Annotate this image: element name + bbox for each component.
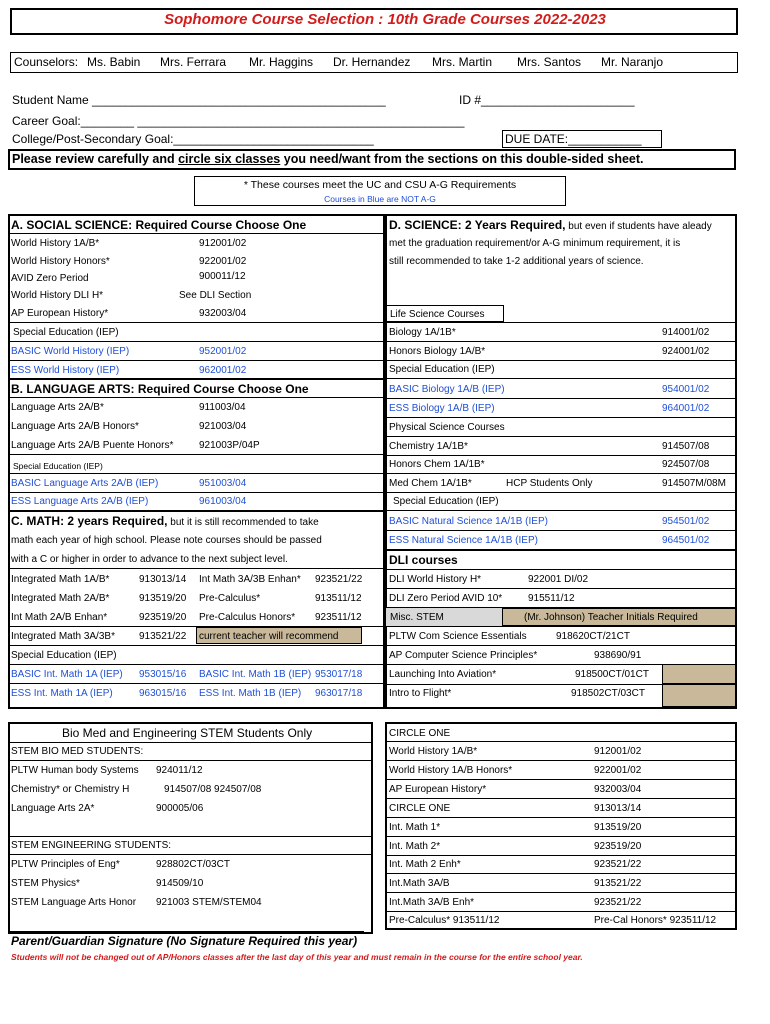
course-name: World History 1A/B* xyxy=(11,238,100,249)
course-code: 900011/12 xyxy=(199,271,246,282)
biomed-label: STEM BIO MED STUDENTS: xyxy=(11,746,144,757)
course-name: STEM Physics* xyxy=(11,878,80,889)
course-name: Chemistry 1A/1B* xyxy=(389,441,468,452)
student-name-field[interactable]: Student Name ____________________________________________ xyxy=(12,93,386,107)
course-name: World History 1A/B* xyxy=(389,746,478,757)
counselor-name: Mrs. Ferrara xyxy=(160,55,226,69)
course-code: 914507/08 xyxy=(662,441,710,452)
science-note: still recommended to take 1-2 additional years of science. xyxy=(389,256,644,267)
circle-one-label: CIRCLE ONE xyxy=(389,803,451,814)
course-code: 923521/22 xyxy=(315,574,363,585)
course-code: 938690/91 xyxy=(594,650,642,661)
course-code: 953015/16 xyxy=(139,669,187,680)
course-name: Int. Math 1* xyxy=(389,822,441,833)
course-name: PLTW Com Science Essentials xyxy=(389,631,527,642)
course-name: ESS Int. Math 1A (IEP) xyxy=(11,688,113,699)
student-id-field[interactable]: ID #_______________________ xyxy=(459,93,635,107)
course-code: 932003/04 xyxy=(199,308,247,319)
course-code: 923519/20 xyxy=(594,841,642,852)
course-name: Integrated Math 1A/B* xyxy=(11,574,110,585)
course-code: 921003P/04P xyxy=(199,440,260,451)
course-name: Chemistry* or Chemistry H xyxy=(11,784,130,795)
course-name: ESS Language Arts 2A/B (IEP) xyxy=(11,496,149,507)
science-header: D. SCIENCE: 2 Years Required, but even if students have aleady xyxy=(389,218,712,232)
course-name: World History Honors* xyxy=(11,256,110,267)
course-code: 924011/12 xyxy=(156,765,203,776)
dli-header: DLI courses xyxy=(389,553,458,567)
course-code: 922001 DI/02 xyxy=(528,574,589,585)
instructions: Please review carefully and circle six classes you need/want from the sections on this double-sided sheet. xyxy=(12,152,644,166)
course-code: 913519/20 xyxy=(594,822,642,833)
course-code: See DLI Section xyxy=(179,290,252,301)
course-name: Intro to Flight* xyxy=(389,688,452,699)
course-name: Integrated Math 2A/B* xyxy=(11,593,110,604)
counselor-name: Ms. Babin xyxy=(87,55,141,69)
course-code: 963015/16 xyxy=(139,688,187,699)
math-note: math each year of high school. Please note courses should be passed xyxy=(11,535,322,546)
course-name: AP European History* xyxy=(389,784,487,795)
math-note: with a C or higher in order to advance to the next subject level. xyxy=(11,554,288,565)
course-name: BASIC Int. Math 1B (IEP) xyxy=(199,669,312,680)
initials-box[interactable] xyxy=(662,684,736,707)
course-name: Launching Into Aviation* xyxy=(389,669,497,680)
course-name: ESS Biology 1A/B (IEP) xyxy=(389,403,495,414)
course-name: Language Arts 2A* xyxy=(11,803,95,814)
course-code: 914507M/08M xyxy=(662,478,726,489)
course-code: 954501/02 xyxy=(662,516,710,527)
due-date-field[interactable]: DUE DATE:___________ xyxy=(505,132,642,146)
course-code: 923521/22 xyxy=(594,897,642,908)
course-code: 923511/12 xyxy=(315,612,362,623)
course-code: 924001/02 xyxy=(662,346,710,357)
course-name: Language Arts 2A/B Puente Honors* xyxy=(11,440,174,451)
sped-label: Special Education (IEP) xyxy=(11,650,117,661)
course-name: Int.Math 3A/B xyxy=(389,878,450,889)
course-name: BASIC World History (IEP) xyxy=(11,346,130,357)
course-code: 913013/14 xyxy=(594,803,642,814)
course-code: 918620CT/21CT xyxy=(556,631,630,642)
ap-honors-warning: Students will not be changed out of AP/Honors classes after the last day of this year and must remain in the course for the entire school year. xyxy=(11,952,583,962)
course-code: 911003/04 xyxy=(199,402,246,413)
course-name: Integrated Math 3A/3B* xyxy=(11,631,115,642)
course-name: Int Math 2A/B Enhan* xyxy=(11,612,108,623)
course-name: Language Arts 2A/B* xyxy=(11,402,104,413)
course-name: PLTW Human body Systems xyxy=(11,765,139,776)
page-title: Sophomore Course Selection : 10th Grade Courses 2022-2023 xyxy=(164,11,606,28)
engineering-label: STEM ENGINEERING STUDENTS: xyxy=(11,840,172,851)
course-code: 923521/22 xyxy=(594,859,642,870)
course-code: 961003/04 xyxy=(199,496,247,507)
course-code: 962001/02 xyxy=(199,365,247,376)
math-header: C. MATH: 2 years Required, but it is still recommended to take xyxy=(11,514,319,528)
course-name: BASIC Natural Science 1A/1B (IEP) xyxy=(389,516,548,527)
course-name: Pre-Cal Honors* 923511/12 xyxy=(594,915,717,926)
counselor-name: Mrs. Martin xyxy=(432,55,492,69)
course-name: Language Arts 2A/B Honors* xyxy=(11,421,139,432)
course-code: 915511/12 xyxy=(528,593,575,604)
course-name: Pre-Calculus* xyxy=(199,593,261,604)
course-code: 954001/02 xyxy=(662,384,710,395)
sped-label: Special Education (IEP) xyxy=(389,364,495,375)
course-name: ESS Natural Science 1A/1B (IEP) xyxy=(389,535,538,546)
course-code: 928802CT/03CT xyxy=(156,859,230,870)
course-restriction: HCP Students Only xyxy=(506,478,593,489)
course-name: Med Chem 1A/1B* xyxy=(389,478,472,489)
course-name: Biology 1A/1B* xyxy=(389,327,456,338)
course-name: PLTW Principles of Eng* xyxy=(11,859,120,870)
sped-label: Special Education (IEP) xyxy=(13,327,119,338)
blue-note: Courses in Blue are NOT A-G xyxy=(324,194,436,204)
career-goal-field[interactable]: Career Goal:________ _________________________________________________ xyxy=(12,114,465,128)
social-science-header: A. SOCIAL SCIENCE: Required Course Choose One xyxy=(11,218,307,232)
course-code: 900005/06 xyxy=(156,803,204,814)
parent-signature-field[interactable]: Parent/Guardian Signature (No Signature Required this year) xyxy=(11,934,358,948)
course-name: Int. Math 2* xyxy=(389,841,441,852)
counselor-name: Mrs. Santos xyxy=(517,55,582,69)
initials-box[interactable] xyxy=(662,664,736,684)
course-code: 913521/22 xyxy=(594,878,642,889)
teacher-initials-note: (Mr. Johnson) Teacher Initials Required xyxy=(524,612,698,623)
course-name: BASIC Int. Math 1A (IEP) xyxy=(11,669,123,680)
course-code: 951003/04 xyxy=(199,478,247,489)
counselor-name: Dr. Hernandez xyxy=(333,55,411,69)
course-name: DLI World History H* xyxy=(389,574,482,585)
course-name: Int.Math 3A/B Enh* xyxy=(389,897,475,908)
course-code: 932003/04 xyxy=(594,784,642,795)
misc-stem-label: Misc. STEM xyxy=(390,612,444,623)
language-arts-header: B. LANGUAGE ARTS: Required Course Choose One xyxy=(11,382,309,396)
course-code: 914509/10 xyxy=(156,878,204,889)
course-name: Int Math 3A/3B Enhan* xyxy=(199,574,301,585)
course-name: AVID Zero Period xyxy=(11,273,89,284)
course-name: Pre-Calculus Honors* xyxy=(199,612,296,623)
course-name: STEM Language Arts Honor xyxy=(11,897,137,908)
course-code: 924507/08 xyxy=(662,459,710,470)
course-code: 964001/02 xyxy=(662,403,710,414)
course-name: Honors Chem 1A/1B* xyxy=(389,459,485,470)
course-code: 913013/14 xyxy=(139,574,187,585)
course-name: World History DLI H* xyxy=(11,290,104,301)
course-name: Int. Math 2 Enh* xyxy=(389,859,461,870)
course-name: Pre-Calculus* 913511/12 xyxy=(389,915,500,926)
course-name: BASIC Language Arts 2A/B (IEP) xyxy=(11,478,159,489)
sped-label: Special Education (IEP) xyxy=(13,461,103,471)
physical-science-label: Physical Science Courses xyxy=(389,422,505,433)
course-code: 921003 STEM/STEM04 xyxy=(156,897,262,908)
science-note: met the graduation requirement/or A-G minimum requirement, it is xyxy=(389,238,681,249)
course-name: ESS Int. Math 1B (IEP) xyxy=(199,688,302,699)
course-code: 914001/02 xyxy=(662,327,710,338)
course-code: 913519/20 xyxy=(139,593,187,604)
course-code: 964501/02 xyxy=(662,535,710,546)
course-name: AP European History* xyxy=(11,308,109,319)
counselor-name: Mr. Haggins xyxy=(249,55,314,69)
course-code: 918500CT/01CT xyxy=(575,669,649,680)
course-code: 922001/02 xyxy=(199,256,247,267)
sped-label: Special Education (IEP) xyxy=(393,496,499,507)
course-code: 953017/18 xyxy=(315,669,363,680)
life-science-label: Life Science Courses xyxy=(390,309,485,320)
circle-one-label: CIRCLE ONE xyxy=(389,728,451,739)
course-code: 912001/02 xyxy=(594,746,642,757)
course-code: 918502CT/03CT xyxy=(571,688,645,699)
course-code: 952001/02 xyxy=(199,346,247,357)
course-code: 963017/18 xyxy=(315,688,363,699)
course-code: 922001/02 xyxy=(594,765,642,776)
teacher-recommend-note: current teacher will recommend xyxy=(199,631,339,642)
counselors-label: Counselors: xyxy=(14,55,79,69)
course-name: DLI Zero Period AVID 10* xyxy=(389,593,503,604)
course-code: 913521/22 xyxy=(139,631,187,642)
course-code: 923519/20 xyxy=(139,612,187,623)
course-name: ESS World History (IEP) xyxy=(11,365,120,376)
course-name: World History 1A/B Honors* xyxy=(389,765,513,776)
ag-note: * These courses meet the UC and CSU A-G Requirements xyxy=(243,179,517,191)
course-name: Honors Biology 1A/B* xyxy=(389,346,486,357)
college-goal-field[interactable]: College/Post-Secondary Goal:______________________________ xyxy=(12,132,374,146)
course-code: 913511/12 xyxy=(315,593,362,604)
counselor-name: Mr. Naranjo xyxy=(601,55,664,69)
course-name: BASIC Biology 1A/B (IEP) xyxy=(389,384,505,395)
course-code: 912001/02 xyxy=(199,238,247,249)
course-code: 914507/08 924507/08 xyxy=(164,784,262,795)
course-code: 921003/04 xyxy=(199,421,247,432)
course-name: AP Computer Science Principles* xyxy=(389,650,538,661)
biomed-header: Bio Med and Engineering STEM Students Only xyxy=(62,726,313,740)
